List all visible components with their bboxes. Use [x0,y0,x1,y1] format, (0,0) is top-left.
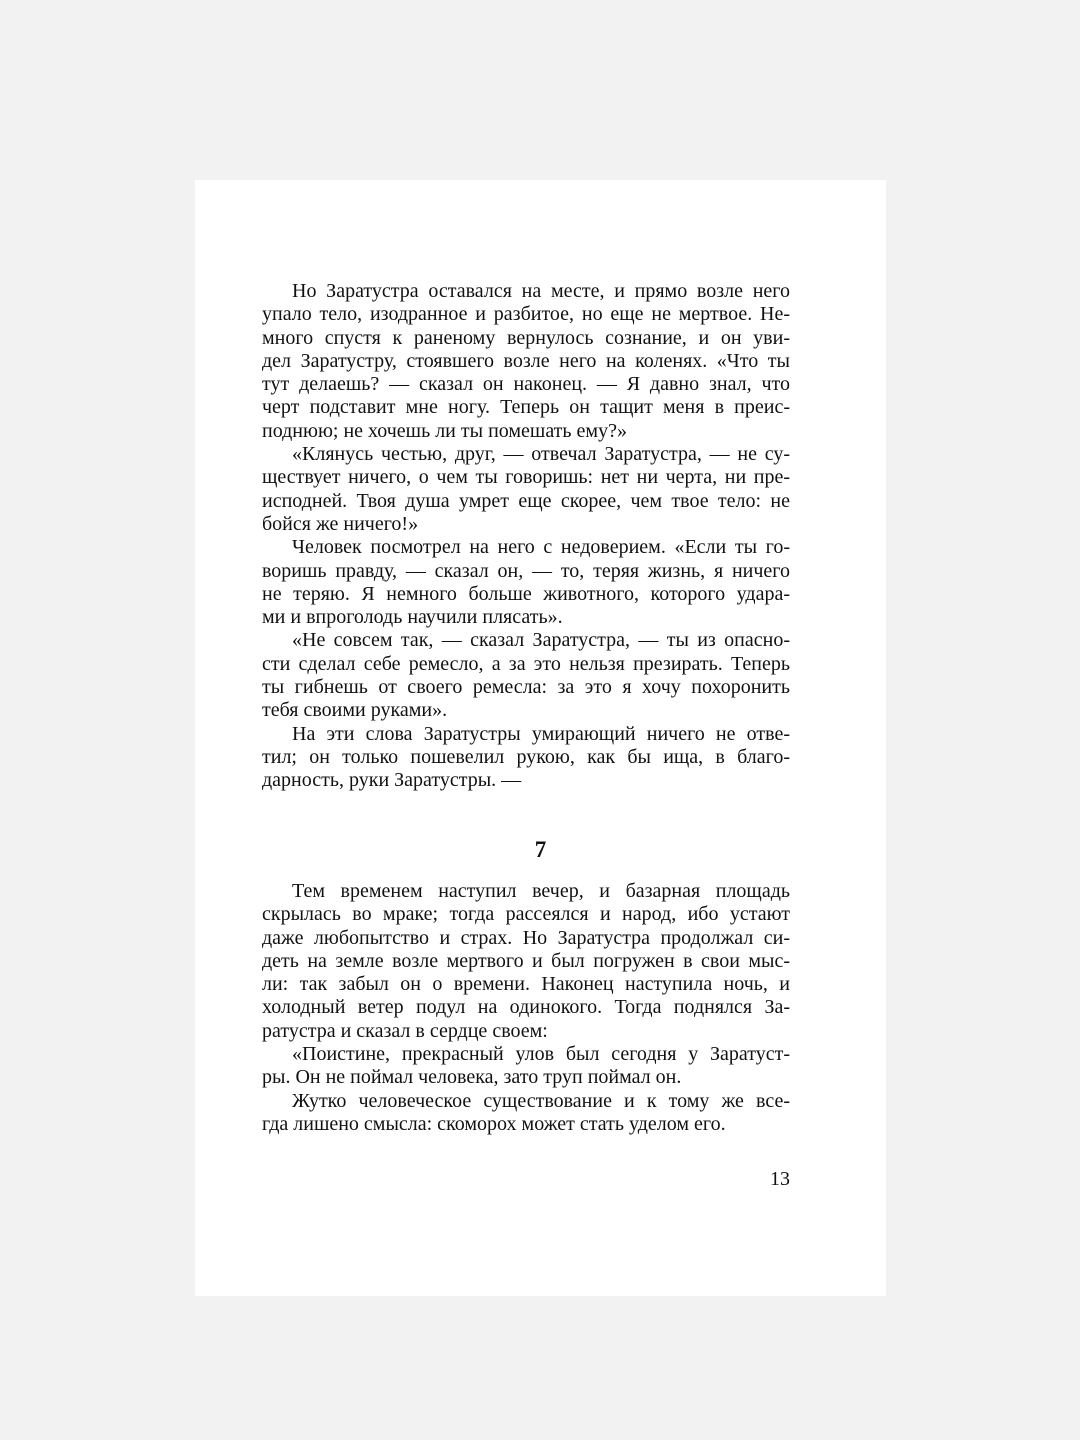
text-line: сти сделал себе ремесло, а за это нельзя презирать. Теперь [262,652,790,675]
text-line: Тем временем наступил вечер, и базарная площадь [292,880,790,902]
text-line: тил; он только пошевелил рукою, как бы ища, в благо- [262,745,790,768]
text-line: «Поистине, прекрасный улов был сегодня у Заратуст- [292,1043,790,1066]
text-block-2 [262,880,790,1136]
text-line: гда лишено смысла: скоморох может стать уделом его. [262,1112,726,1135]
text-block-1 [262,280,790,793]
text-line: даже любопытство и страх. Но Заратустра продолжал си- [262,926,790,949]
text-line: Человек посмотрел на него с недоверием. «Если ты го- [292,536,790,559]
text-line: ратустра и сказал в сердце своем: [262,1019,548,1042]
text-line: упало тело, изодранное и разбитое, но еще не мертвое. Не- [262,303,790,326]
text-line: ми и впроголодь научили плясать». [262,606,563,629]
book-page [195,180,886,1296]
text-line: исподней. Твоя душа умрет еще скорее, чем твое тело: не [262,489,790,512]
text-line: бойся же ничего!» [262,512,419,535]
text-line: ры. Он не поймал человека, зато труп поймал он. [262,1066,682,1089]
text-line: Но Заратустра оставался на месте, и прямо возле него [292,280,790,302]
text-line: много спустя к раненому вернулось сознание, и он уви- [262,326,790,349]
text-line: ли: так забыл он о времени. Наконец наступила ночь, и [262,973,790,996]
text-line: «Клянусь честью, друг, — отвечал Заратустра, — не су- [292,443,790,466]
text-line: поднюю; не хочешь ли ты помешать ему?» [262,419,627,442]
section-number: 7 [534,837,547,862]
text-line: дел Заратустру, стоявшего возле него на коленях. «Что ты [262,349,790,372]
text-line: не теряю. Я немного больше животного, которого удара- [262,582,790,605]
page-number: 13 [770,1168,790,1190]
text-line: черт подставит мне ногу. Теперь он тащит меня в преис- [262,396,790,419]
text-line: На эти слова Заратустры умирающий ничего не отве- [292,722,790,745]
text-line: «Не совсем так, — сказал Заратустра, — ты из опасно- [292,629,790,652]
text-line: ты гибнешь от своего ремесла: за это я хочу похоронить [262,676,790,699]
text-line: тебя своими руками». [262,699,448,722]
text-line: скрылась во мраке; тогда рассеялся и народ, ибо устают [262,903,790,926]
text-line: ществует ничего, о чем ты говоришь: нет ни черта, ни пре- [262,466,790,489]
text-line: дарность, руки Заратустры. — [262,769,522,792]
text-line: деть на земле возле мертвого и был погружен в свои мыс- [262,949,790,972]
text-line: Жутко человеческое существование и к тому же все- [292,1089,790,1112]
text-line: холодный ветер подул на одинокого. Тогда поднялся За- [262,996,790,1019]
text-line: тут делаешь? — сказал он наконец. — Я давно знал, что [262,373,790,396]
text-line: воришь правду, — сказал он, — то, теряя жизнь, я ничего [262,559,790,582]
